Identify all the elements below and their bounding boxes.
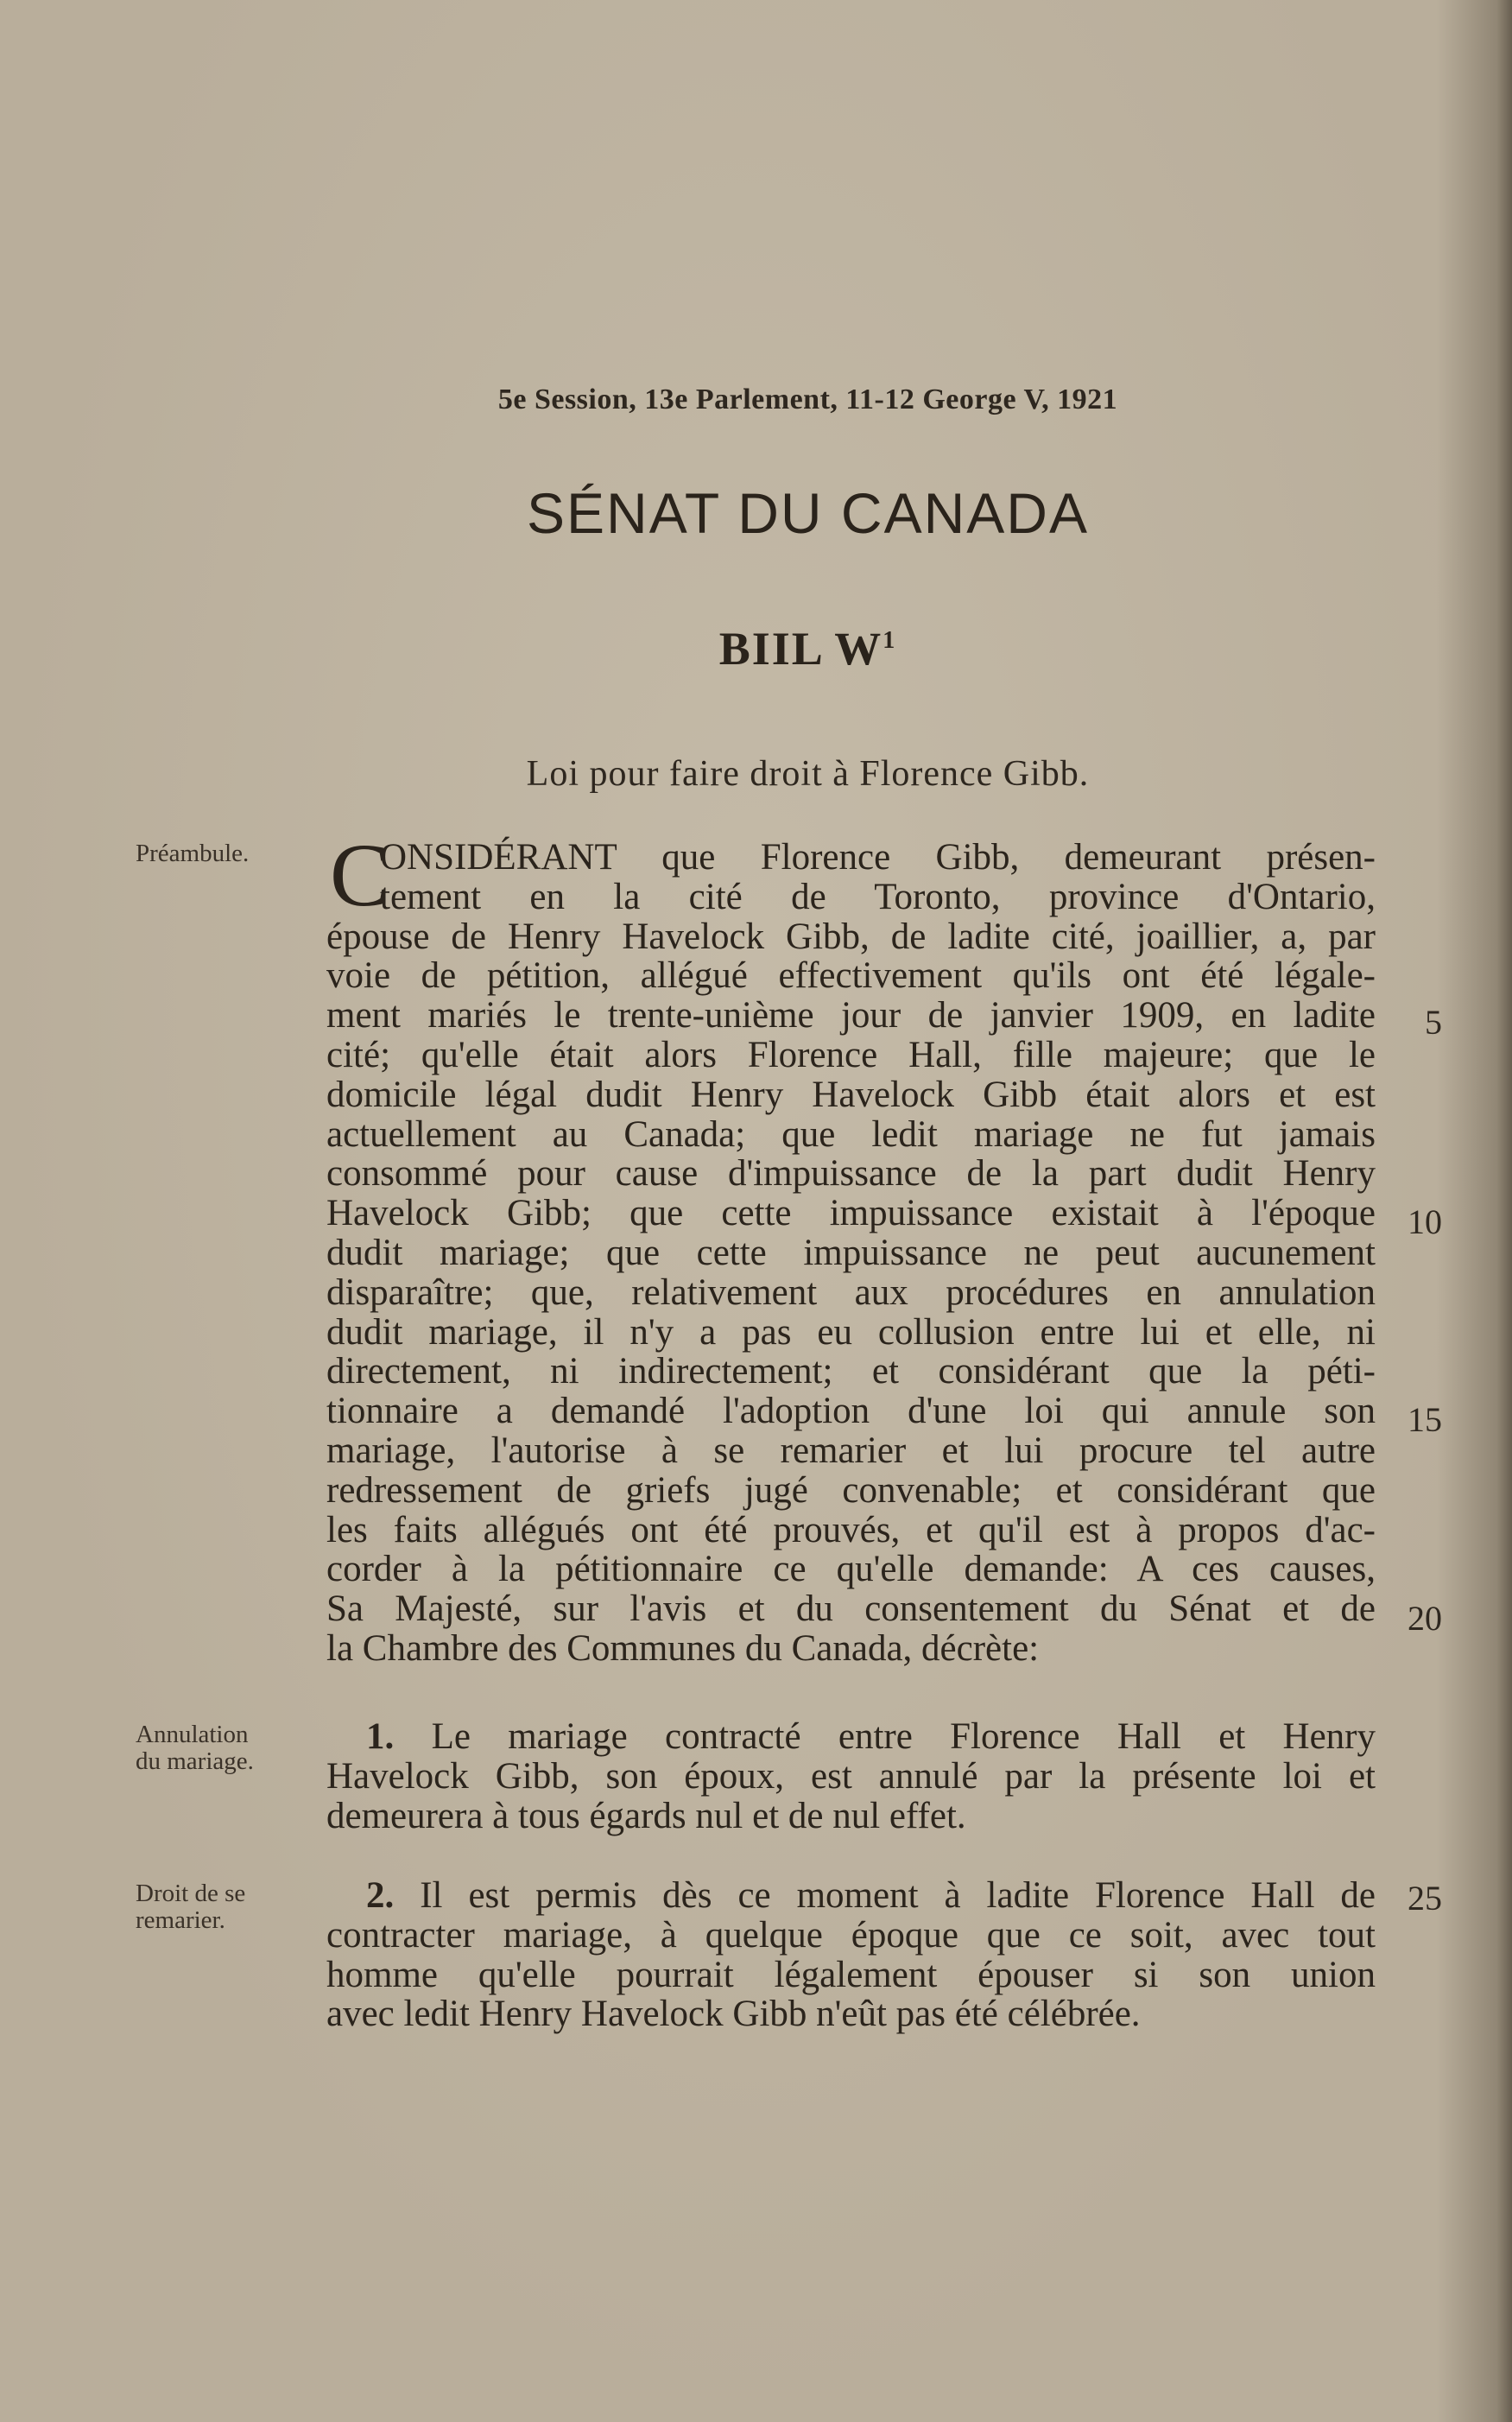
line-number: 25 [1408, 1879, 1442, 1918]
bill-title [0, 622, 1512, 675]
preamble-line: dudit mariage, il n'y a pas eu collusion entre lui et elle, ni [326, 1311, 1376, 1353]
margin-note-annulation [136, 1721, 304, 1775]
margin-note-line: Annulation [136, 1721, 249, 1748]
preamble-line: la Chambre des Communes du Canada, décrète: [326, 1627, 1040, 1669]
preamble-text [326, 838, 1376, 1669]
bill-superscript: 1 [883, 627, 897, 654]
act-title: Loi pour faire droit à Florence Gibb. [526, 754, 1090, 794]
preamble-line: directement, ni indirectement; et considérant que la péti- [326, 1351, 1376, 1392]
section-line-text: Le mariage contracté entre Florence Hall et Henry [431, 1716, 1376, 1757]
preamble-line: dudit mariage; que cette impuissance ne peut aucunement [326, 1232, 1376, 1273]
line-number: 15 [1408, 1400, 1442, 1439]
margin-note-preamble: Préambule. [136, 840, 250, 867]
preamble-line: Sa Majesté, sur l'avis et du consentement du Sénat et de [326, 1588, 1376, 1630]
section-line [366, 1717, 1376, 1757]
section-1-text [326, 1717, 1376, 1836]
drop-cap: C [330, 826, 390, 925]
section-line: demeurera à tous égards nul et de nul effet. [326, 1795, 966, 1836]
section-line: Havelock Gibb, son époux, est annulé par la présente loi et [326, 1755, 1376, 1797]
preamble-line: tionnaire a demandé l'adoption d'une loi qui annule son [326, 1391, 1376, 1432]
preamble-line: consommé pour cause d'impuissance de la part dudit Henry [326, 1153, 1376, 1195]
section-line: homme qu'elle pourrait légalement épouser si son union [326, 1954, 1376, 1995]
preamble-line: tement en la cité de Toronto, province d'Ontario, [380, 876, 1376, 917]
preamble-line: corder à la pétitionnaire ce qu'elle demande: A ces causes, [326, 1549, 1376, 1590]
section-line [366, 1876, 1376, 1916]
session-line: 5e Session, 13e Parlement, 11-12 George V, 1921 [497, 384, 1118, 415]
line-number: 10 [1408, 1202, 1442, 1241]
section-number: 1. [366, 1716, 395, 1757]
preamble-line: redressement de griefs jugé convenable; et considérant que [326, 1469, 1376, 1511]
preamble-line: ONSIDÉRANT que Florence Gibb, demeurant présen- [380, 837, 1376, 878]
section-number: 2. [366, 1875, 395, 1916]
margin-note-line: du mariage. [136, 1747, 254, 1775]
preamble-line: voie de pétition, allégué effectivement qu'ils ont été légale- [326, 955, 1376, 997]
preamble-line: disparaître; que, relativement aux procédures en annulation [326, 1271, 1376, 1313]
preamble-line: actuellement au Canada; que ledit mariage ne fut jamais [326, 1113, 1376, 1155]
preamble-line: mariage, l'autorise à se remarier et lui procure tel autre [326, 1430, 1376, 1471]
line-number: 20 [1408, 1599, 1442, 1638]
preamble-line: cité; qu'elle était alors Florence Hall, fille majeure; que le [326, 1034, 1376, 1075]
section-line: avec ledit Henry Havelock Gibb n'eût pas été célébrée. [326, 1994, 1141, 2035]
line-number: 5 [1425, 1003, 1442, 1042]
margin-note-line: Droit de se [136, 1880, 246, 1907]
margin-note-remarier [136, 1880, 304, 1934]
section-line-text: Il est permis dès ce moment à ladite Florence Hall de [420, 1875, 1376, 1916]
section-line: contracter mariage, à quelque époque que ce soit, avec tout [326, 1914, 1376, 1956]
preamble-line: Havelock Gibb; que cette impuissance existait à l'époque [326, 1193, 1376, 1234]
preamble-line: épouse de Henry Havelock Gibb, de ladite cité, joaillier, a, par [326, 916, 1376, 957]
bill-label: BIIL W [718, 623, 883, 675]
section-2-text [326, 1876, 1376, 2034]
margin-note-line: remarier. [136, 1906, 225, 1934]
preamble-line: ment mariés le trente-unième jour de janvier 1909, en ladite [326, 995, 1376, 1037]
preamble-line: les faits allégués ont été prouvés, et qu'il est à propos d'ac- [326, 1509, 1376, 1550]
preamble-line: domicile légal dudit Henry Havelock Gibb était alors et est [326, 1074, 1376, 1115]
senate-title: SÉNAT DU CANADA [526, 481, 1089, 545]
